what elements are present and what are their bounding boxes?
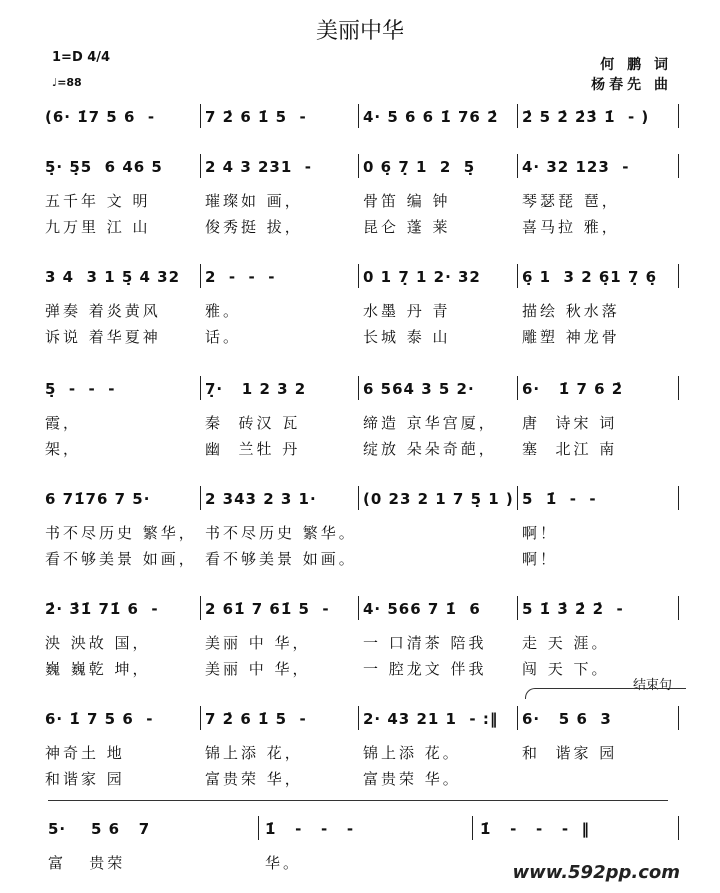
bar-line: [517, 706, 518, 730]
measure: 2· 43 21 1 - :‖: [363, 710, 499, 728]
bar-line: [678, 816, 679, 840]
measure: 2̇ 5 2̇ 2̇3̇ 1̇ - ): [522, 108, 650, 126]
bar-line: [200, 154, 201, 178]
bar-line: [517, 154, 518, 178]
bar-line: [678, 486, 679, 510]
measure: (6· 1̇7 5 6 -: [45, 108, 156, 126]
lyric-line-2: 架，: [45, 440, 82, 458]
bar-line: [358, 154, 359, 178]
tempo-marking: ♩=88: [52, 76, 82, 89]
lyric-line-2: 喜马拉 雅，: [522, 218, 620, 236]
lyric-line-2: 巍 巍乾 坤，: [45, 660, 151, 678]
measure: 3 4 3 1 5̣ 4 32: [45, 268, 181, 286]
bar-line: [200, 376, 201, 400]
lyric-line-1: 华。: [265, 854, 302, 872]
lyric-line-1: 弹奏 着炎黄风: [45, 302, 161, 320]
lyric-line-2: 和谐家 园: [45, 770, 125, 788]
lyric-line-1: 书不尽历史 繁华。: [205, 524, 357, 542]
bar-line: [517, 104, 518, 128]
key-signature: 1=D 4/4: [52, 50, 111, 65]
measure: 4· 32 123 -: [522, 158, 630, 176]
lyric-line-1: 美丽 中 华，: [205, 634, 311, 652]
lyricist-credit: 何 鹏 词: [600, 57, 672, 73]
lyric-line-2: 啊！: [522, 550, 559, 568]
lyric-line-1: 和 谐家 园: [522, 744, 618, 762]
lyric-line-2: 长城 泰 山: [363, 328, 451, 346]
measure: 6· 1̇ 7 5 6 -: [45, 710, 154, 728]
measure: 5 1̇ 3̇ 2̇ 2̇ -: [522, 600, 624, 618]
lyric-line-1: 啊！: [522, 524, 559, 542]
lyric-line-1: 锦上添 花，: [205, 744, 303, 762]
lyric-line-1: 雅。: [205, 302, 242, 320]
measure: 4· 566 7 1̇ 6: [363, 600, 481, 618]
lyric-line-1: 泱 泱故 国，: [45, 634, 151, 652]
bar-line: [517, 264, 518, 288]
bar-line: [358, 104, 359, 128]
lyric-line-2: 话。: [205, 328, 242, 346]
bar-line: [200, 486, 201, 510]
lyric-line-2: 诉说 着华夏神: [45, 328, 161, 346]
measure: 0 6̣ 7̣ 1 2 5̣: [363, 158, 476, 176]
lyric-line-1: 描绘 秋水落: [522, 302, 620, 320]
lyric-line-2: 绽放 朵朵奇葩，: [363, 440, 497, 458]
measure: 7 2̇ 6 1̇ 5 -: [205, 108, 307, 126]
lyric-line-1: 富 贵荣: [48, 854, 126, 872]
lyric-line-1: 缔造 京华宫厦，: [363, 414, 497, 432]
lyric-line-2: 塞 北江 南: [522, 440, 618, 458]
measure: 2 - - -: [205, 268, 276, 286]
measure: 6· 5 6 3: [522, 710, 612, 728]
lyric-line-1: 璀璨如 画，: [205, 192, 303, 210]
measure: 7̣· 1 2 3 2: [205, 380, 307, 398]
bar-line: [358, 264, 359, 288]
measure: 2 4 3 231 -: [205, 158, 312, 176]
bar-line: [200, 104, 201, 128]
lyric-line-1: 骨笛 编 钟: [363, 192, 451, 210]
ending-label: 结束句: [632, 678, 672, 693]
bar-line: [472, 816, 473, 840]
measure: 6 71̇76 7 5·: [45, 490, 151, 508]
bar-line: [200, 264, 201, 288]
lyric-line-1: 五千年 文 明: [45, 192, 151, 210]
measure: 1̇ - - - ‖: [480, 820, 591, 838]
measure: 5 1̇ - -: [522, 490, 597, 508]
measure: 5̣ - - -: [45, 380, 116, 398]
measure: 1̇ - - -: [265, 820, 355, 838]
lyric-line-1: 秦 砖汉 瓦: [205, 414, 301, 432]
bar-line: [200, 596, 201, 620]
lyric-line-2: 闯 天 下。: [522, 660, 610, 678]
bar-line: [678, 264, 679, 288]
bar-line: [517, 376, 518, 400]
lyric-line-1: 锦上添 花。: [363, 744, 461, 762]
lyric-line-1: 书不尽历史 繁华，: [45, 524, 197, 542]
bar-line: [358, 596, 359, 620]
lyric-line-1: 走 天 涯。: [522, 634, 610, 652]
watermark: www.592pp.com: [512, 862, 680, 883]
measure: 2 343 2 3 1·: [205, 490, 317, 508]
lyric-line-1: 一 口清茶 陪我: [363, 634, 487, 652]
bar-line: [258, 816, 259, 840]
measure: 5̣· 5̣5 6 46 5: [45, 158, 163, 176]
measure: (0 23 2 1 7 5̣ 1 ): [363, 490, 514, 508]
lyric-line-1: 霞，: [45, 414, 82, 432]
lyric-line-1: 水墨 丹 青: [363, 302, 451, 320]
song-title: 美丽中华: [315, 19, 404, 44]
lyric-line-2: 九万里 江 山: [45, 218, 151, 236]
measure: 2̇· 3̇1̇ 71̇ 6 -: [45, 600, 159, 618]
lyric-line-2: 昆仑 蓬 莱: [363, 218, 451, 236]
measure: 6· 1̇ 7 6 2̇: [522, 380, 624, 398]
ending-bracket-line: [48, 800, 668, 801]
lyric-line-1: 神奇土 地: [45, 744, 125, 762]
lyric-line-2: 富贵荣 华，: [205, 770, 303, 788]
lyric-line-2: 一 腔龙文 伴我: [363, 660, 487, 678]
composer-credit: 杨春先 曲: [591, 77, 672, 93]
bar-line: [678, 596, 679, 620]
bar-line: [358, 376, 359, 400]
bar-line: [517, 596, 518, 620]
lyric-line-2: 看不够美景 如画。: [205, 550, 357, 568]
bar-line: [678, 376, 679, 400]
lyric-line-2: 俊秀挺 拔，: [205, 218, 303, 236]
measure: 6̣ 1 3 2 6̣1 7̣ 6̣: [522, 268, 658, 286]
measure: 5· 5 6 7: [48, 820, 151, 838]
ending-bracket: [525, 688, 686, 699]
lyric-line-2: 雕塑 神龙骨: [522, 328, 620, 346]
measure: 2 61̇ 7 61̇ 5 -: [205, 600, 330, 618]
bar-line: [358, 486, 359, 510]
bar-line: [358, 706, 359, 730]
bar-line: [200, 706, 201, 730]
measure: 0 1 7̣ 1 2· 32: [363, 268, 481, 286]
lyric-line-1: 琴瑟琵 琶，: [522, 192, 620, 210]
lyric-line-1: 唐 诗宋 词: [522, 414, 618, 432]
lyric-line-2: 美丽 中 华，: [205, 660, 311, 678]
measure: 4· 5 6 6 1̇ 76 2̇: [363, 108, 499, 126]
bar-line: [678, 104, 679, 128]
lyric-line-2: 富贵荣 华。: [363, 770, 461, 788]
measure: 7 2̇ 6 1̇ 5 -: [205, 710, 307, 728]
bar-line: [678, 154, 679, 178]
bar-line: [517, 486, 518, 510]
measure: 6 564 3 5 2·: [363, 380, 475, 398]
bar-line: [678, 706, 679, 730]
lyric-line-2: 幽 兰牡 丹: [205, 440, 301, 458]
lyric-line-2: 看不够美景 如画，: [45, 550, 197, 568]
